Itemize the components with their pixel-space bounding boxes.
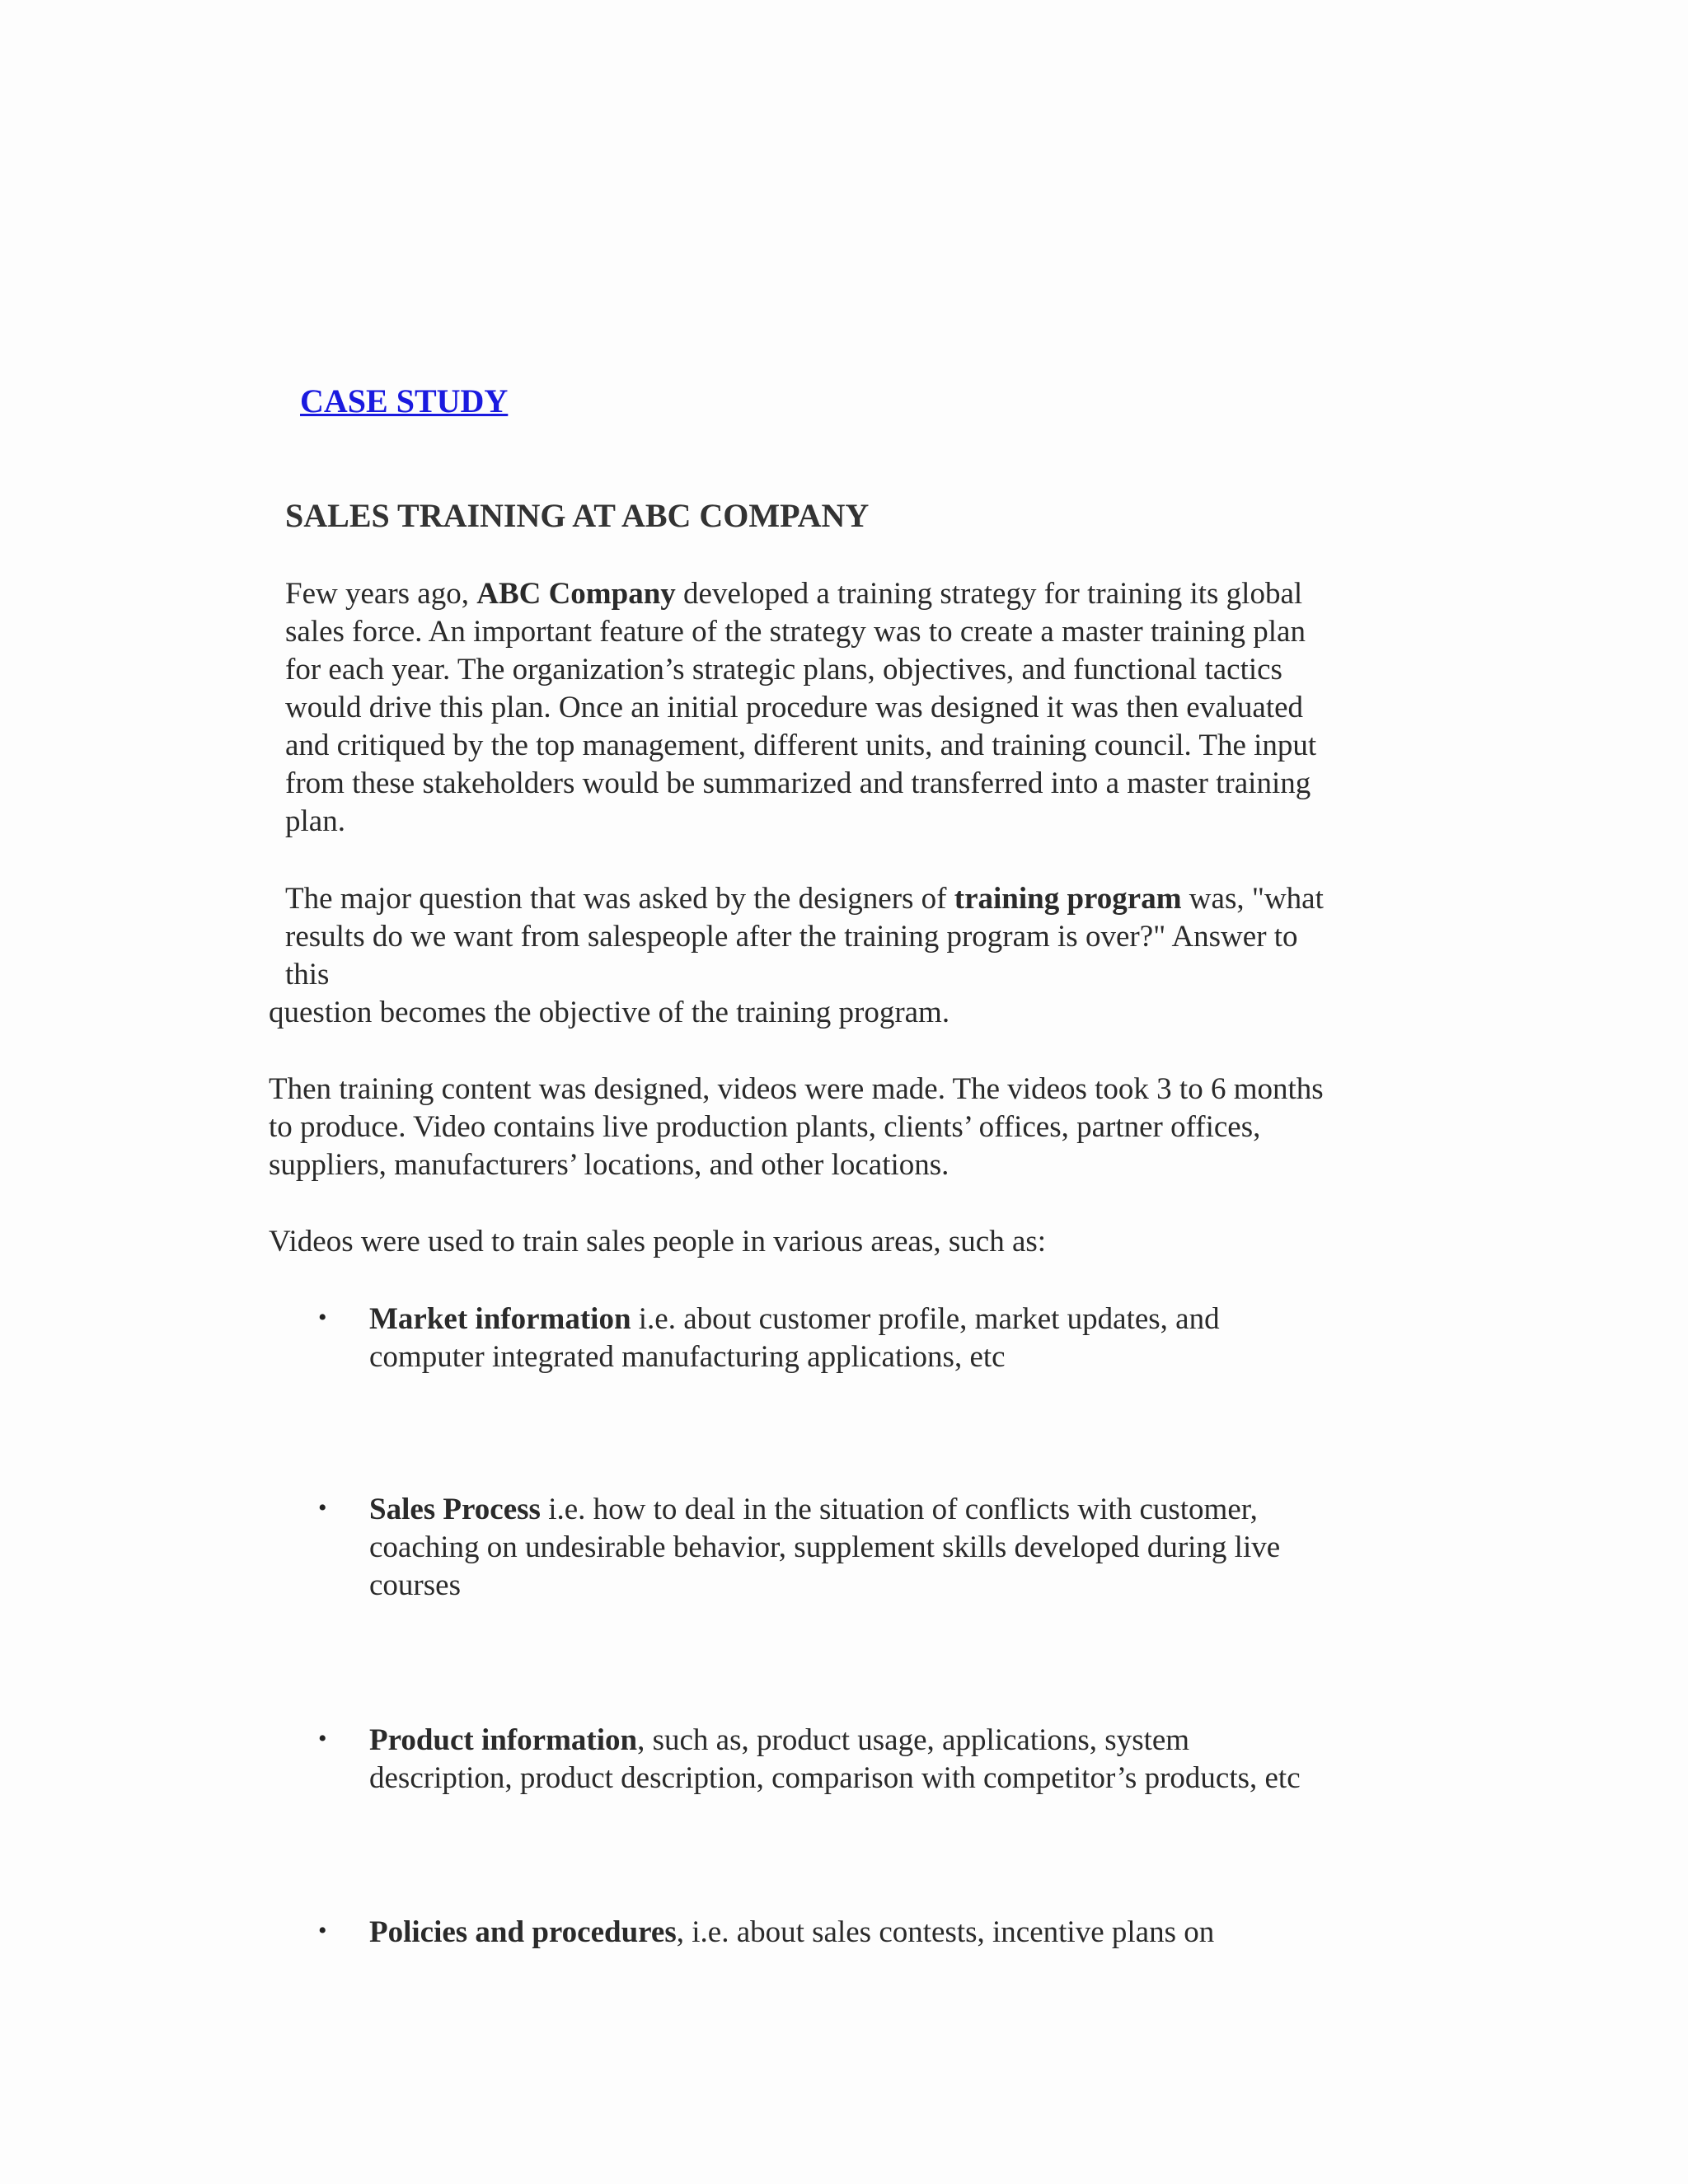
text-span: was, "what — [1181, 882, 1324, 916]
text-line — [369, 1722, 1189, 1760]
training-program-term: training program — [954, 882, 1182, 916]
text-line: and critiqued by the top management, different units, and training council. The input — [285, 729, 1317, 762]
bullet-icon: • — [318, 1725, 327, 1752]
bullet-icon: • — [318, 1917, 327, 1944]
text-line: suppliers, manufacturers’ locations, and other locations. — [269, 1148, 950, 1182]
text-line: courses — [369, 1568, 461, 1602]
bullet-icon: • — [318, 1304, 327, 1331]
text-line — [285, 880, 1324, 918]
text-line: this — [285, 958, 330, 991]
company-name: ABC Company — [476, 577, 676, 611]
text-span: , i.e. about sales contests, incentive plans on — [676, 1915, 1215, 1949]
text-line: results do we want from salespeople after the training program is over?" Answer to — [285, 920, 1298, 954]
paragraph-videos-intro: Videos were used to train sales people in various areas, such as: — [269, 1225, 1047, 1258]
bullet-title: Market information — [369, 1302, 631, 1336]
bullet-title: Sales Process — [369, 1493, 541, 1526]
text-line: for each year. The organization’s strategic plans, objectives, and functional tactics — [285, 653, 1282, 687]
text-line: sales force. An important feature of the strategy was to create a master training plan — [285, 615, 1306, 649]
text-line: computer integrated manufacturing applications, etc — [369, 1340, 1006, 1374]
text-span: developed a training strategy for training its global — [675, 577, 1303, 611]
text-line: plan. — [285, 804, 345, 838]
text-span: , such as, product usage, applications, system — [637, 1723, 1190, 1757]
case-study-link[interactable]: CASE STUDY — [300, 382, 509, 419]
text-line — [285, 575, 1302, 613]
text-line — [369, 1301, 1220, 1338]
text-line — [369, 1491, 1258, 1529]
text-line: description, product description, comparison with competitor’s products, etc — [369, 1761, 1301, 1795]
text-line — [369, 1914, 1214, 1952]
text-span: i.e. about customer profile, market updates, and — [631, 1302, 1220, 1336]
bullet-title: Product information — [369, 1723, 638, 1757]
bullet-title: Policies and procedures — [369, 1915, 677, 1949]
text-line: coaching on undesirable behavior, supplement skills developed during live — [369, 1530, 1281, 1564]
text-line: Then training content was designed, videos were made. The videos took 3 to 6 months — [269, 1072, 1324, 1106]
text-span: i.e. how to deal in the situation of conflicts with customer, — [540, 1493, 1258, 1526]
text-span: Few years ago, — [285, 577, 477, 611]
text-line: to produce. Video contains live production plants, clients’ offices, partner offices, — [269, 1110, 1261, 1144]
text-line: from these stakeholders would be summarized and transferred into a master training — [285, 766, 1311, 800]
text-line: would drive this plan. Once an initial procedure was designed it was then evaluated — [285, 691, 1304, 724]
text-line: question becomes the objective of the training program. — [269, 996, 950, 1029]
bullet-icon: • — [318, 1494, 327, 1521]
text-span: The major question that was asked by the designers of — [285, 882, 954, 916]
document-title: SALES TRAINING AT ABC COMPANY — [285, 497, 870, 534]
